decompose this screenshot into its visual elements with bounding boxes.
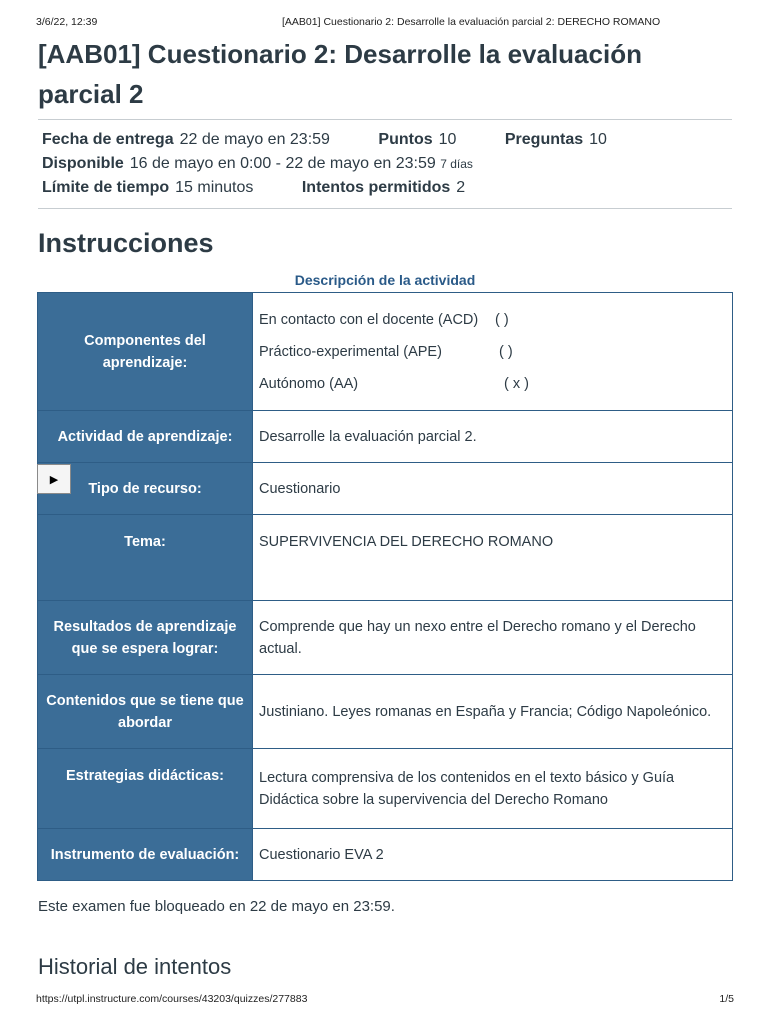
component-ape-label: Práctico-experimental (APE) — [259, 343, 442, 360]
time-limit-value: 15 minutos — [175, 179, 254, 196]
row-activity — [38, 411, 733, 463]
components-label: Componentes del aprendizaje: — [38, 293, 253, 411]
component-acd — [259, 304, 726, 336]
components-value — [253, 293, 733, 411]
activity-description-table — [37, 292, 733, 881]
resource-label: Tipo de recurso: — [38, 463, 253, 515]
contents-value: Justiniano. Leyes romanas en España y Francia; Código Napoleónico. — [253, 675, 733, 749]
quiz-details-row-1 — [42, 128, 607, 152]
row-topic — [38, 515, 733, 601]
print-footer — [36, 993, 734, 1007]
print-document-title: [AAB01] Cuestionario 2: Desarrolle la evaluación parcial 2: DERECHO ROMANO — [282, 16, 661, 28]
row-strategies — [38, 749, 733, 829]
time-limit-label: Límite de tiempo — [42, 179, 170, 196]
component-ape — [259, 336, 726, 368]
instructions-heading: Instrucciones — [38, 228, 214, 258]
attempts-label: Intentos permitidos — [301, 179, 451, 196]
points-label: Puntos — [378, 131, 433, 148]
strategies-label: Estrategias didácticas: — [38, 749, 253, 829]
component-acd-label: En contacto con el docente (ACD) — [259, 311, 479, 328]
available-label: Disponible — [42, 155, 124, 172]
component-aa-mark: ( x ) — [504, 375, 529, 392]
topic-value: SUPERVIVENCIA DEL DERECHO ROMANO — [253, 515, 733, 601]
row-resource — [38, 463, 733, 515]
activity-description-caption: Descripción de la actividad — [294, 272, 476, 288]
row-instrument — [38, 829, 733, 881]
attempt-history-heading: Historial de intentos — [38, 954, 232, 979]
component-ape-mark: ( ) — [499, 343, 513, 360]
quiz-title-line-2: parcial 2 — [38, 79, 144, 109]
outcomes-label: Resultados de aprendizaje que se espera lograr: — [38, 601, 253, 675]
available-value: 16 de mayo en 0:00 - 22 de mayo en 23:59 — [129, 155, 436, 172]
print-url: https://utpl.instructure.com/courses/43203/quizzes/277883 — [36, 993, 308, 1005]
attempts-value: 2 — [456, 179, 466, 196]
media-play-button[interactable] — [37, 464, 71, 494]
activity-value: Desarrolle la evaluación parcial 2. — [253, 411, 733, 463]
strategies-value: Lectura comprensiva de los contenidos en el texto básico y Guía Didáctica sobre la supervivencia del Derecho Romano — [253, 749, 733, 829]
points-value: 10 — [438, 131, 457, 148]
instrument-label: Instrumento de evaluación: — [38, 829, 253, 881]
row-outcomes — [38, 601, 733, 675]
quiz-details-row-3 — [42, 176, 465, 200]
quiz-title-line-1: [AAB01] Cuestionario 2: Desarrolle la evaluación — [38, 39, 642, 69]
title-divider — [38, 119, 732, 120]
topic-label: Tema: — [38, 515, 253, 601]
component-aa — [259, 368, 726, 400]
print-datetime: 3/6/22, 12:39 — [36, 16, 98, 28]
row-components — [38, 293, 733, 411]
print-page-number: 1/5 — [719, 993, 734, 1005]
contents-label: Contenidos que se tiene que abordar — [38, 675, 253, 749]
due-value: 22 de mayo en 23:59 — [179, 131, 330, 148]
print-header — [36, 16, 734, 30]
outcomes-value: Comprende que hay un nexo entre el Derecho romano y el Derecho actual. — [253, 601, 733, 675]
questions-label: Preguntas — [504, 131, 584, 148]
component-aa-label: Autónomo (AA) — [259, 375, 359, 392]
instrument-value: Cuestionario EVA 2 — [253, 829, 733, 881]
play-icon: ▶ — [49, 473, 59, 486]
row-contents — [38, 675, 733, 749]
quiz-locked-message: Este examen fue bloqueado en 22 de mayo en 23:59. — [38, 898, 395, 915]
available-days: 7 días — [440, 157, 473, 171]
quiz-title — [38, 34, 728, 114]
due-label: Fecha de entrega — [42, 131, 174, 148]
activity-label: Actividad de aprendizaje: — [38, 411, 253, 463]
details-divider — [38, 208, 732, 209]
quiz-details-row-2 — [42, 152, 473, 176]
resource-value: Cuestionario — [253, 463, 733, 515]
questions-value: 10 — [589, 131, 607, 148]
component-acd-mark: ( ) — [495, 311, 509, 328]
